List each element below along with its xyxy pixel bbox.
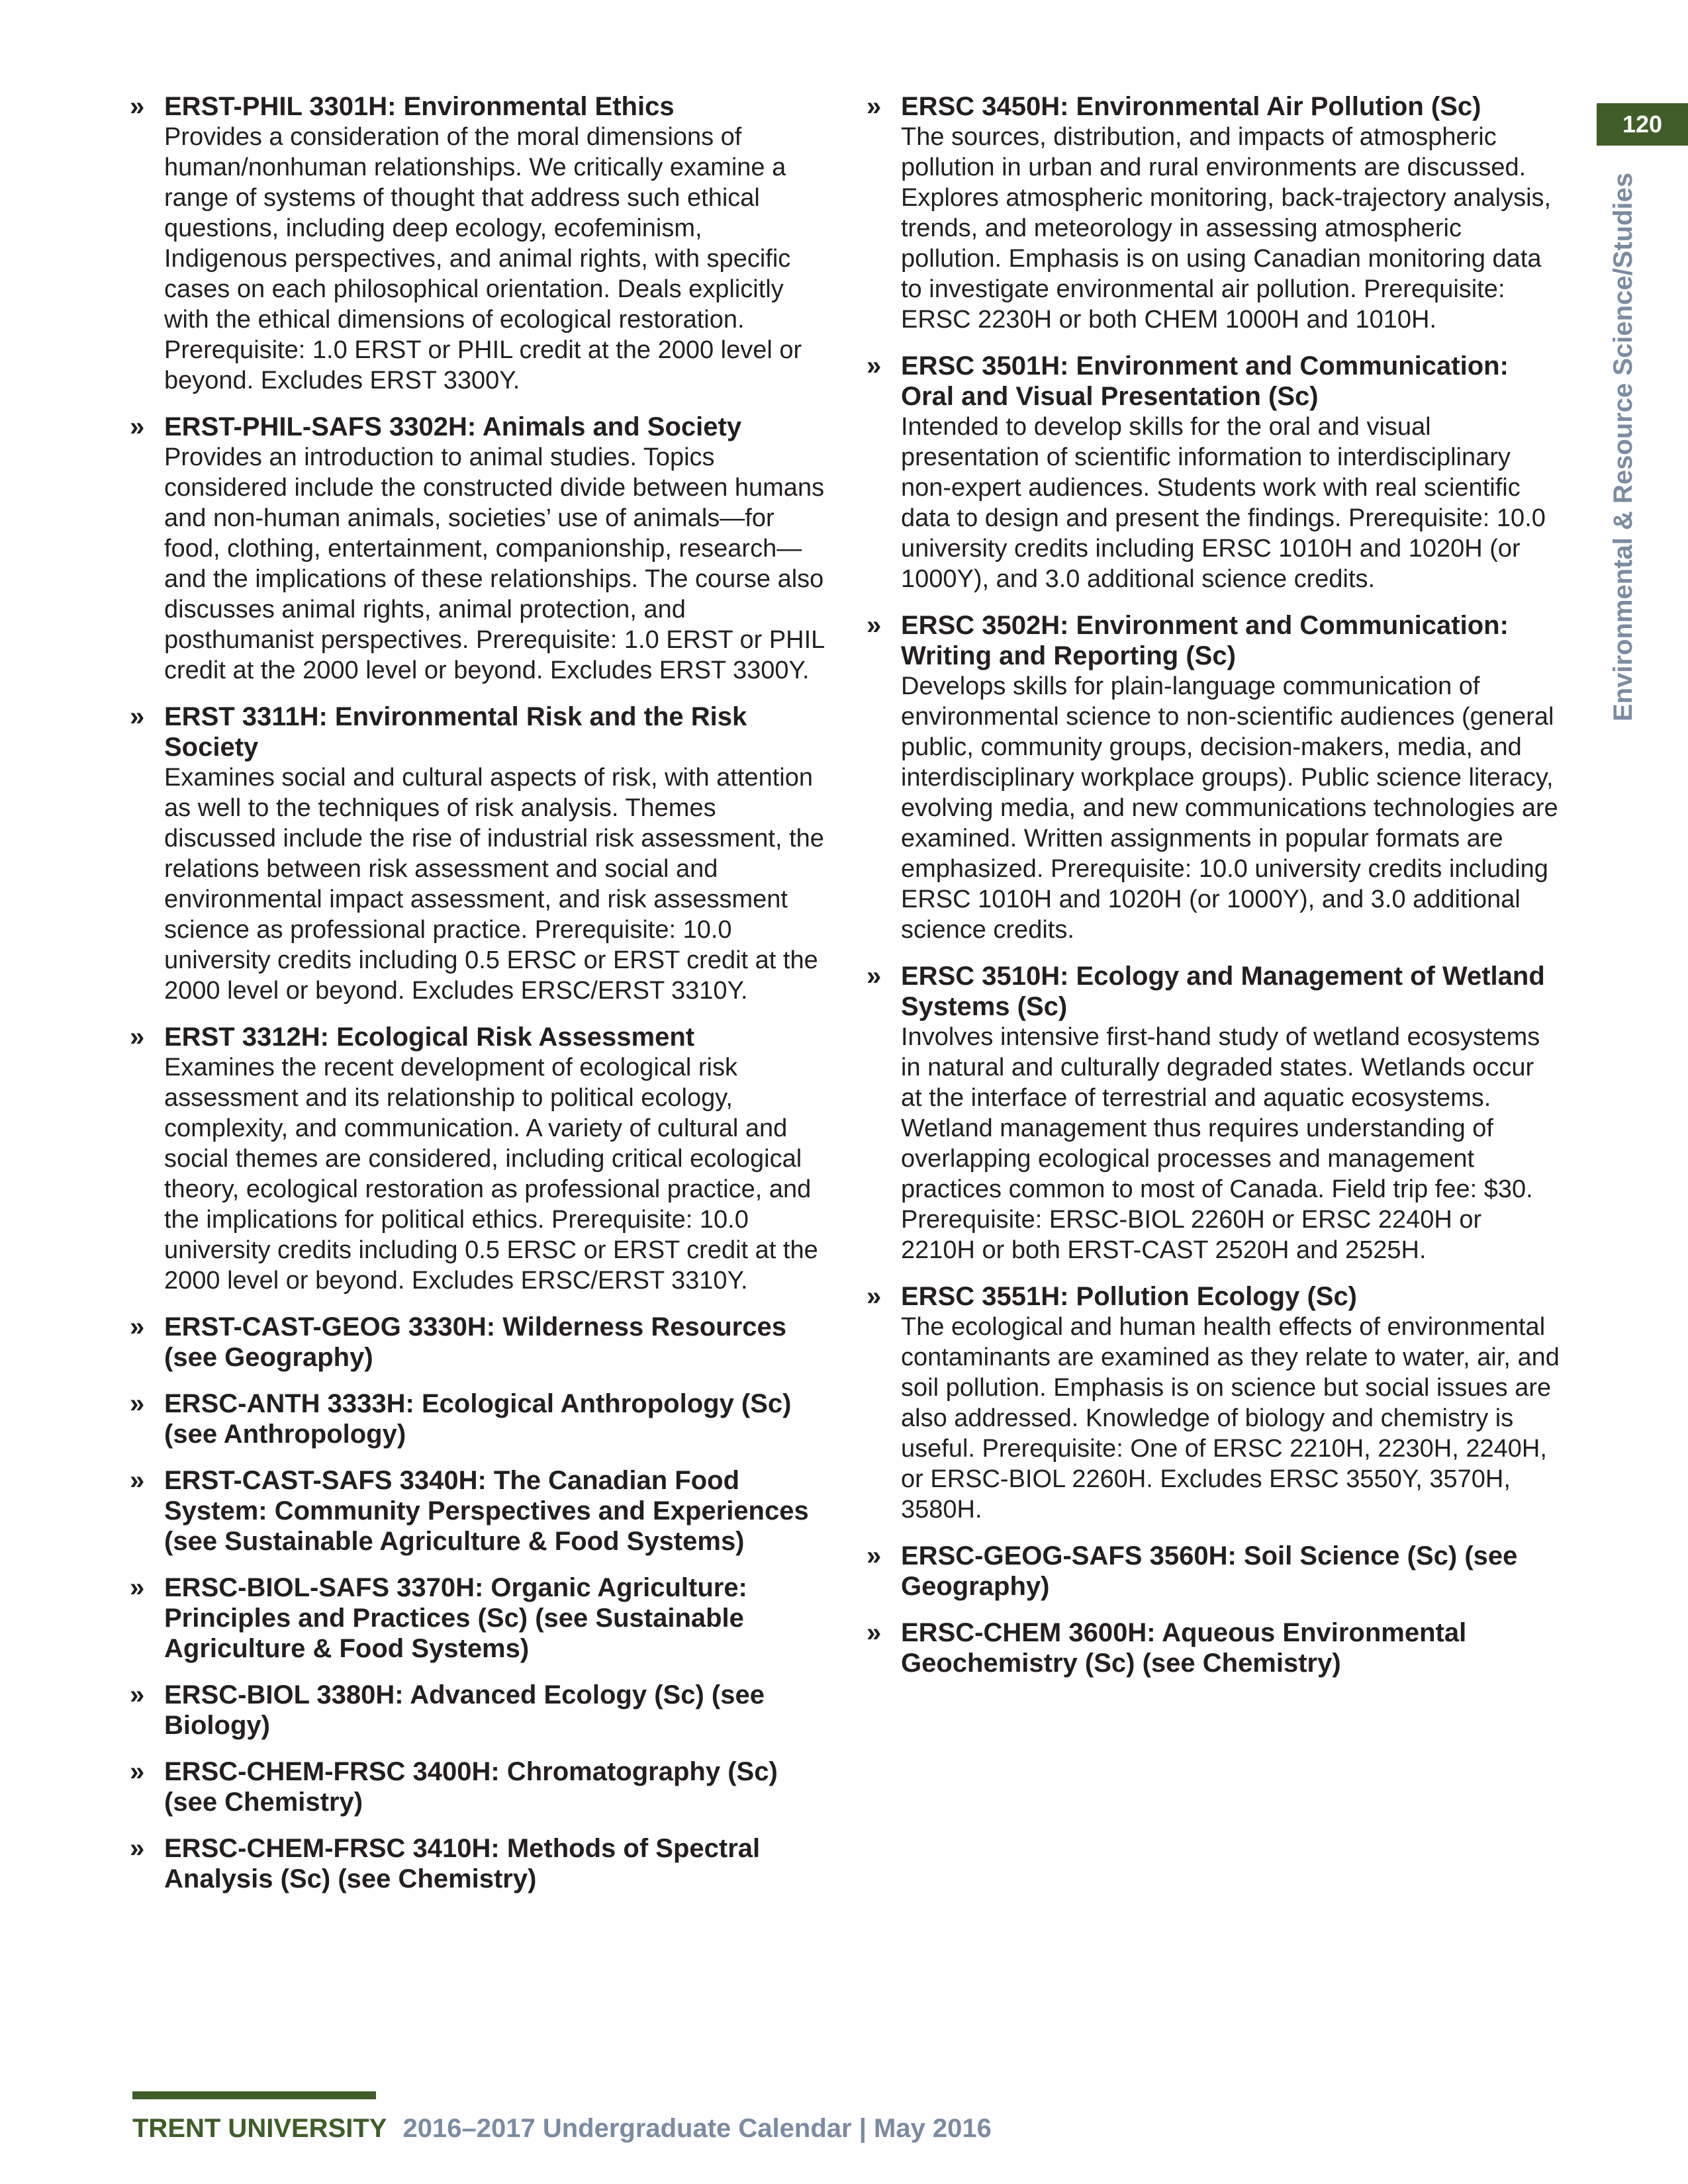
course-description: Intended to develop skills for the oral and visual presentation of scientific information to interdisciplinary non-expert audiences. Students work with real scientific data to design and present the findings. Prerequisite: 10.0 university credits including ERSC 1010H and 1020H (or 1000Y), and 3.0 additional science credits. [901,413,1546,593]
bullet-marker: » [867,1618,882,1647]
bullet-marker: » [130,1312,145,1342]
course-entry [130,1680,825,1741]
section-side-label: Environmental & Resource Science/Studies [1609,172,1638,721]
course-title: ERST 3312H: Ecological Risk Assessment [164,1023,695,1052]
bullet-marker: » [130,702,145,731]
footer-university: TRENT UNIVERSITY [132,2114,387,2143]
course-title: ERSC 3502H: Environment and Communication: Writing and Reporting (Sc) [901,611,1509,670]
course-description: The sources, distribution, and impacts of atmospheric pollution in urban and rural environments are discussed. Explores atmospheric monitoring, back-trajectory analysis, trends, and meteorology in assessing atmospheric pollution. Emphasis is on using Canadian monitoring data to investigate environmental air pollution. Prerequisite: ERSC 2230H or both CHEM 1000H and 1010H. [901,123,1552,334]
course-description: Examines social and cultural aspects of risk, with attention as well to the techniques of risk analysis. Themes discussed include the rise of industrial risk assessment, the relations between risk assessment and social and environmental impact assessment, and risk assessment science as professional practice. Prerequisite: 10.0 university credits including 0.5 ERSC or ERST credit at the 2000 level or beyond. Excludes ERSC/ERST 3310Y. [164,764,824,1005]
bullet-marker: » [867,611,882,640]
bullet-marker: » [130,1680,145,1709]
course-entry [130,1465,825,1557]
course-entry [130,1312,825,1373]
course-entry [867,91,1562,335]
course-title: ERSC 3510H: Ecology and Management of Wetland Systems (Sc) [901,962,1545,1021]
course-description: Provides an introduction to animal studies. Topics considered include the constructed divide between humans and non-human animals, societies’ use of animals—for food, clothing, entertainment, companionship, research—and the implications of these relationships. The course also discusses animal rights, animal protection, and posthumanist perspectives. Prerequisite: 1.0 ERST or PHIL credit at the 2000 level or beyond. Excludes ERST 3300Y. [164,443,825,684]
bullet-marker: » [130,1573,145,1602]
right-column [867,91,1562,1694]
course-title: ERSC-BIOL 3380H: Advanced Ecology (Sc) (see Biology) [164,1680,765,1740]
course-entry [130,412,825,686]
course-entry [867,610,1562,945]
course-title: ERST-CAST-SAFS 3340H: The Canadian Food System: Community Perspectives and Experiences (see Sustainable Agriculture & Food Systems) [164,1466,809,1556]
course-description: The ecological and human health effects of environmental contaminants are examined as they relate to water, air, and soil pollution. Emphasis is on science but social issues are also addressed. Knowledge of biology and chemistry is useful. Prerequisite: One of ERSC 2210H, 2230H, 2240H, or ERSC-BIOL 2260H. Excludes ERSC 3550Y, 3570H, 3580H. [901,1313,1560,1524]
bullet-marker: » [130,1023,145,1052]
course-title: ERSC 3551H: Pollution Ecology (Sc) [901,1282,1358,1311]
course-entry [130,91,825,396]
course-description: Develops skills for plain-language communication of environmental science to non-scientific audiences (general public, community groups, decision-makers, media, and interdisciplinary workplace groups). Public science literacy, evolving media, and new communications technologies are examined. Written assignments in popular formats are emphasized. Prerequisite: 10.0 university credits including ERSC 1010H and 1020H (or 1000Y), and 3.0 additional science credits. [901,672,1558,944]
bullet-marker: » [130,1834,145,1863]
course-entry [130,1388,825,1449]
course-entry [867,1281,1562,1525]
bullet-marker: » [130,1757,145,1786]
left-column [130,91,825,1910]
course-entry [130,1022,825,1296]
course-entry [130,1572,825,1664]
course-title: ERSC-CHEM-FRSC 3410H: Methods of Spectral Analysis (Sc) (see Chemistry) [164,1834,761,1893]
bullet-marker: » [130,412,145,441]
course-title: ERST-CAST-GEOG 3330H: Wilderness Resources (see Geography) [164,1312,786,1372]
course-title: ERSC-ANTH 3333H: Ecological Anthropology (Sc) (see Anthropology) [164,1389,792,1449]
course-entry [867,961,1562,1265]
footer-calendar: 2016–2017 Undergraduate Calendar | May 2016 [402,2114,992,2143]
bullet-marker: » [130,1389,145,1418]
course-title: ERST-PHIL 3301H: Environmental Ethics [164,92,675,121]
course-entry [867,1541,1562,1602]
course-title: ERST-PHIL-SAFS 3302H: Animals and Society [164,412,742,441]
course-title: ERSC-CHEM-FRSC 3400H: Chromatography (Sc) (see Chemistry) [164,1757,778,1817]
course-description: Provides a consideration of the moral dimensions of human/nonhuman relationships. We critically examine a range of systems of thought that address such ethical questions, including deep ecology, ecofeminism, Indigenous perspectives, and animal rights, with specific cases on each philosophical orientation. Deals explicitly with the ethical dimensions of ecological restoration. Prerequisite: 1.0 ERST or PHIL credit at the 2000 level or beyond. Excludes ERST 3300Y. [164,123,802,394]
course-title: ERSC-BIOL-SAFS 3370H: Organic Agriculture: Principles and Practices (Sc) (see Sustainable Agriculture & Food Systems) [164,1573,747,1663]
bullet-marker: » [130,92,145,121]
course-title: ERSC-CHEM 3600H: Aqueous Environmental Geochemistry (Sc) (see Chemistry) [901,1618,1467,1678]
course-title: ERSC-GEOG-SAFS 3560H: Soil Science (Sc) (see Geography) [901,1541,1518,1601]
footer [132,2110,992,2147]
bullet-marker: » [867,1541,882,1570]
course-entry [130,1833,825,1894]
bullet-marker: » [867,1282,882,1311]
bullet-marker: » [867,351,882,381]
bullet-marker: » [867,962,882,991]
course-entry [130,1756,825,1817]
course-title: ERST 3311H: Environmental Risk and the Risk Society [164,702,747,762]
course-entry [130,702,825,1006]
course-entry [867,351,1562,594]
page-number: 120 [1597,103,1688,146]
bullet-marker: » [130,1466,145,1495]
course-title: ERSC 3501H: Environment and Communication: Oral and Visual Presentation (Sc) [901,351,1509,411]
course-entry [867,1617,1562,1678]
footer-rule [132,2091,376,2099]
course-title: ERSC 3450H: Environmental Air Pollution (Sc) [901,92,1481,121]
course-description: Involves intensive first-hand study of wetland ecosystems in natural and culturally degraded states. Wetlands occur at the interface of terrestrial and aquatic ecosystems. Wetland management thus requires understanding of overlapping ecological processes and management practices common to most of Canada. Field trip fee: $30. Prerequisite: ERSC-BIOL 2260H or ERSC 2240H or 2210H or both ERST-CAST 2520H and 2525H. [901,1023,1540,1264]
bullet-marker: » [867,92,882,121]
course-description: Examines the recent development of ecological risk assessment and its relationship to political ecology, complexity, and communication. A variety of cultural and social themes are considered, including critical ecological theory, ecological restoration as professional practice, and the implications for political ethics. Prerequisite: 10.0 university credits including 0.5 ERSC or ERST credit at the 2000 level or beyond. Excludes ERSC/ERST 3310Y. [164,1054,818,1295]
